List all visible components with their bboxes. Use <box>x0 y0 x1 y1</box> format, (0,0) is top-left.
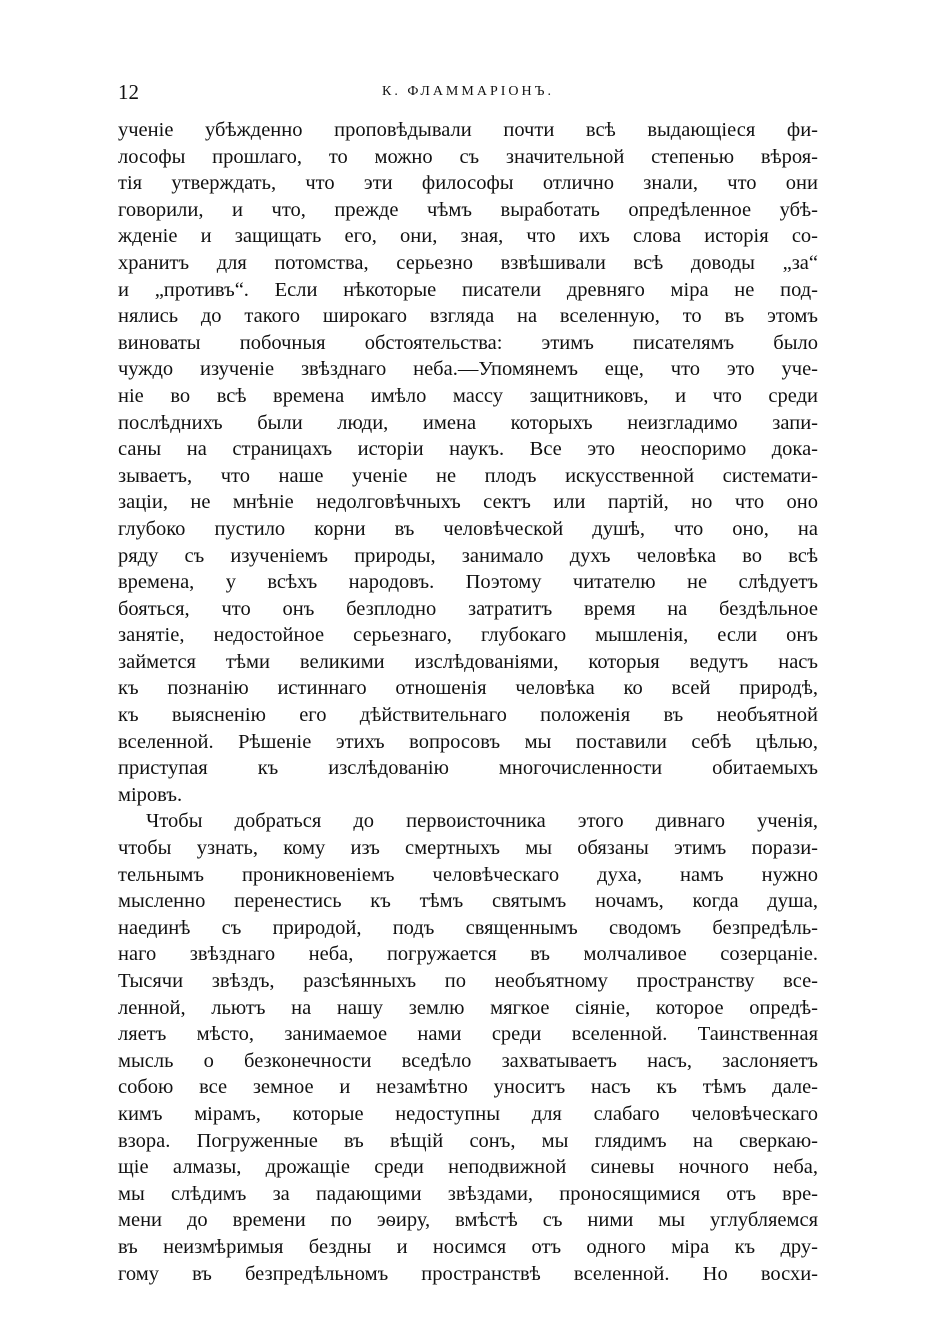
text-line: ленной, льютъ на нашу землю мягкое сіяніе, которое опредѣ- <box>118 996 818 1019</box>
text-line: говорили, и что, прежде чѣмъ выработать опредѣленное убѣ- <box>118 198 818 221</box>
text-line: щіе алмазы, дрожащіе среди неподвижной синевы ночного неба, <box>118 1156 818 1179</box>
text-line: чтобы узнать, кому изъ смертныхъ мы обязаны этимъ порази- <box>118 837 818 860</box>
text-line: лософы прошлаго, то можно съ значительной степенью вѣроя- <box>118 145 818 168</box>
text-line: ніе во всѣ времена имѣло массу защитниковъ, и что среди <box>118 384 818 407</box>
text-line: Тысячи звѣздъ, разсѣянныхъ по необъятному пространству все- <box>118 970 818 992</box>
text-line: гому въ безпредѣльномъ пространствѣ вселенной. Но восхи- <box>118 1262 818 1285</box>
text-line: ряду съ изученіемъ природы, занимало духъ человѣка во всѣ <box>118 544 818 567</box>
text-line: времена, у всѣхъ народовъ. Поэтому читателю не слѣдуетъ <box>118 571 818 594</box>
text-line: мы слѣдимъ за падающими звѣздами, проносящимися отъ вре- <box>118 1182 818 1205</box>
text-line: къ выясненію его дѣйствительнаго положенія въ необъятной <box>118 704 818 727</box>
running-title: К. ФЛАММАРІОНЪ. <box>381 84 554 99</box>
text-line: занятіе, недостойное серьезнаго, глубокаго мышленія, если онъ <box>118 624 818 647</box>
text-line: наго звѣзднаго неба, погружается въ молчаливое созерцаніе. <box>118 943 818 966</box>
text-line: заціи, не мнѣніе недолговѣчныхъ сектъ или партій, но что оно <box>118 491 818 514</box>
page-number: 12 <box>118 80 139 104</box>
text-line: собою все земное и незамѣтно уноситъ насъ къ тѣмъ дале- <box>118 1076 818 1099</box>
text-line: Чтобы добраться до первоисточника этого дивнаго ученія, <box>146 810 818 833</box>
text-line: кимъ мірамъ, которые недоступны для слабаго человѣческаго <box>118 1102 818 1125</box>
text-line: въ неизмѣримыя бездны и носимся отъ одного міра къ дру- <box>118 1235 818 1258</box>
text-line: послѣднихъ были люди, имена которыхъ неизгладимо запи- <box>118 411 818 434</box>
text-line: взора. Погруженные въ вѣщій сонъ, мы глядимъ на сверкаю- <box>118 1129 818 1152</box>
text-line: мысль о безконечности вседѣло захватываетъ насъ, заслоняетъ <box>118 1049 818 1072</box>
text-line: зываетъ, что наше ученіе не плодъ искусственной системати- <box>118 464 818 487</box>
text-line: тія утверждать, что эти философы отлично знали, что они <box>118 172 818 195</box>
text-line: наединѣ съ природой, подъ священнымъ сводомъ безпредѣль- <box>118 916 818 939</box>
text-line: приступая къ изслѣдованію многочисленности обитаемыхъ <box>118 757 818 780</box>
text-line: жденіе и защищать его, они, зная, что ихъ слова исторія со- <box>118 225 818 248</box>
text-line: бояться, что онъ безплодно затратитъ время на бездѣльное <box>118 597 818 620</box>
text-line: глубоко пустило корни въ человѣческой душѣ, что оно, на <box>118 517 818 540</box>
paragraph <box>118 808 818 1287</box>
page-header <box>118 80 818 108</box>
text-line: ляетъ мѣсто, занимаемое нами среди вселенной. Таинственная <box>118 1023 818 1046</box>
text-line: займется тѣми великими изслѣдованіями, которыя ведутъ насъ <box>118 650 818 673</box>
text-line: ученіе убѣжденно проповѣдывали почти всѣ выдающіеся фи- <box>118 119 818 141</box>
text-line: вселенной. Рѣшеніе этихъ вопросовъ мы поставили себѣ цѣлью, <box>118 730 818 753</box>
text-line: тельнымъ проникновеніемъ человѣческаго духа, намъ нужно <box>118 863 818 886</box>
text-line: міровъ. <box>118 783 183 806</box>
text-line: саны на страницахъ исторіи наукъ. Все это неоспоримо дока- <box>118 438 818 461</box>
text-line: нялись до такого широкаго взгляда на вселенную, то въ этомъ <box>118 305 818 328</box>
text-line: виноваты побочныя обстоятельства: этимъ писателямъ было <box>118 331 818 354</box>
text-line: хранитъ для потомства, серьезно взвѣшивали всѣ доводы „за“ <box>118 251 818 274</box>
text-line: мысленно перенестись къ тѣмъ святымъ ночамъ, когда душа, <box>118 890 818 913</box>
text-line: и „противъ“. Если нѣкоторые писатели древняго міра не под- <box>118 278 818 301</box>
text-line: чуждо изученіе звѣзднаго неба.—Упомянемъ еще, что это уче- <box>118 358 818 381</box>
paragraph <box>118 117 818 808</box>
text-line: къ познанію истиннаго отношенія человѣка ко всей природѣ, <box>118 677 818 700</box>
text-line: мени до времени по эѳиру, вмѣстѣ съ ними мы углубляемся <box>118 1209 818 1232</box>
body-text <box>118 117 818 1287</box>
